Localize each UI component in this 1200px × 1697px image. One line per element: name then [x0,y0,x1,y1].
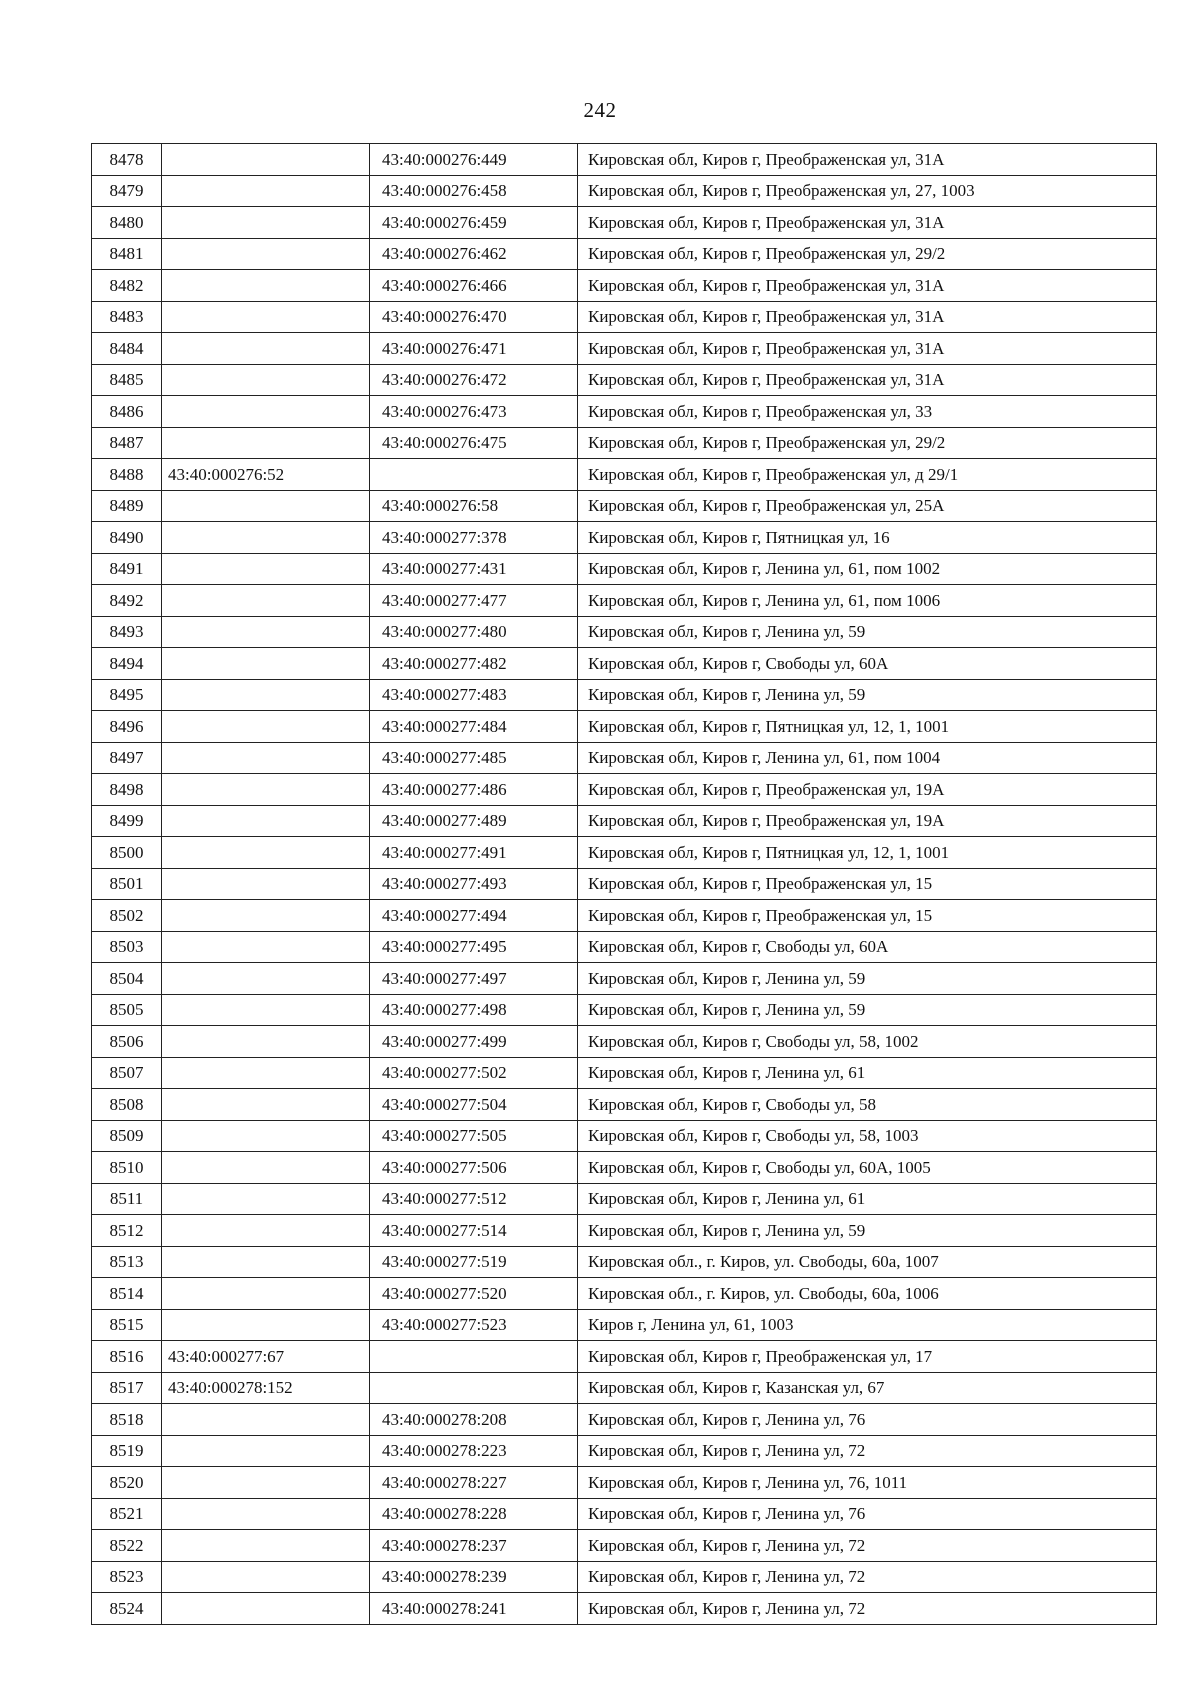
address-cell: Кировская обл, Киров г, Преображенская ул, 29/2 [578,427,1157,459]
row-number-cell: 8491 [92,553,162,585]
parcel-number-cell [162,490,370,522]
parcel-number-cell [162,616,370,648]
parcel-number-cell [162,1593,370,1625]
row-number-cell: 8482 [92,270,162,302]
object-number-cell: 43:40:000278:237 [370,1530,578,1562]
parcel-number-cell [162,1435,370,1467]
parcel-number-cell [162,1278,370,1310]
object-number-cell: 43:40:000277:519 [370,1246,578,1278]
address-cell: Кировская обл, Киров г, Преображенская ул, 17 [578,1341,1157,1373]
table-row [92,1278,1157,1310]
parcel-number-cell [162,994,370,1026]
object-number-cell: 43:40:000277:483 [370,679,578,711]
table-row [92,1498,1157,1530]
object-number-cell: 43:40:000276:470 [370,301,578,333]
address-cell: Кировская обл, Киров г, Преображенская ул, 25А [578,490,1157,522]
address-cell: Кировская обл, Киров г, Ленина ул, 59 [578,963,1157,995]
table-row [92,396,1157,428]
parcel-number-cell [162,711,370,743]
table-row [92,774,1157,806]
parcel-number-cell [162,1498,370,1530]
address-cell: Кировская обл, Киров г, Преображенская ул, 31А [578,270,1157,302]
parcel-number-cell [162,1309,370,1341]
parcel-number-cell [162,364,370,396]
object-number-cell: 43:40:000277:523 [370,1309,578,1341]
object-number-cell: 43:40:000276:472 [370,364,578,396]
object-number-cell: 43:40:000276:58 [370,490,578,522]
address-cell: Кировская обл, Киров г, Свободы ул, 60А [578,931,1157,963]
address-cell: Кировская обл, Киров г, Ленина ул, 76, 1011 [578,1467,1157,1499]
table-row [92,648,1157,680]
row-number-cell: 8485 [92,364,162,396]
parcel-number-cell: 43:40:000276:52 [162,459,370,491]
address-cell: Кировская обл, Киров г, Ленина ул, 61 [578,1057,1157,1089]
address-cell: Кировская обл, Киров г, Преображенская ул, 19А [578,805,1157,837]
parcel-number-cell [162,238,370,270]
table-row [92,1593,1157,1625]
row-number-cell: 8506 [92,1026,162,1058]
row-number-cell: 8494 [92,648,162,680]
object-number-cell: 43:40:000278:241 [370,1593,578,1625]
object-number-cell: 43:40:000278:208 [370,1404,578,1436]
parcel-number-cell [162,805,370,837]
address-cell: Киров г, Ленина ул, 61, 1003 [578,1309,1157,1341]
row-number-cell: 8517 [92,1372,162,1404]
parcel-number-cell [162,207,370,239]
object-number-cell: 43:40:000277:514 [370,1215,578,1247]
parcel-number-cell [162,1089,370,1121]
row-number-cell: 8488 [92,459,162,491]
parcel-number-cell: 43:40:000278:152 [162,1372,370,1404]
object-number-cell: 43:40:000276:458 [370,175,578,207]
address-cell: Кировская обл, Киров г, Ленина ул, 61, пом 1006 [578,585,1157,617]
table-row [92,301,1157,333]
row-number-cell: 8496 [92,711,162,743]
row-number-cell: 8499 [92,805,162,837]
table-row [92,585,1157,617]
row-number-cell: 8519 [92,1435,162,1467]
object-number-cell: 43:40:000277:378 [370,522,578,554]
address-cell: Кировская обл, Киров г, Преображенская ул, 19А [578,774,1157,806]
parcel-number-cell [162,144,370,176]
table-row [92,364,1157,396]
table-row [92,1057,1157,1089]
row-number-cell: 8501 [92,868,162,900]
table-row [92,270,1157,302]
address-cell: Кировская обл, Киров г, Ленина ул, 61, пом 1002 [578,553,1157,585]
table-row [92,742,1157,774]
parcel-number-cell [162,522,370,554]
table-row [92,837,1157,869]
object-number-cell: 43:40:000276:459 [370,207,578,239]
address-cell: Кировская обл, Киров г, Пятницкая ул, 16 [578,522,1157,554]
address-cell: Кировская обл, Киров г, Свободы ул, 58 [578,1089,1157,1121]
parcel-number-cell [162,1467,370,1499]
row-number-cell: 8481 [92,238,162,270]
address-cell: Кировская обл, Киров г, Ленина ул, 59 [578,1215,1157,1247]
parcel-number-cell [162,301,370,333]
parcel-number-cell [162,1215,370,1247]
parcel-number-cell [162,585,370,617]
address-cell: Кировская обл, Киров г, Ленина ул, 72 [578,1593,1157,1625]
table-row [92,1183,1157,1215]
table-row [92,805,1157,837]
table-row [92,207,1157,239]
table-row [92,616,1157,648]
table-row [92,868,1157,900]
table-row [92,1120,1157,1152]
address-cell: Кировская обл, Киров г, Свободы ул, 60А, 1005 [578,1152,1157,1184]
object-number-cell: 43:40:000278:239 [370,1561,578,1593]
object-number-cell: 43:40:000277:491 [370,837,578,869]
address-cell: Кировская обл, Киров г, Пятницкая ул, 12, 1, 1001 [578,837,1157,869]
row-number-cell: 8495 [92,679,162,711]
object-number-cell: 43:40:000277:495 [370,931,578,963]
object-number-cell [370,1341,578,1373]
parcel-number-cell [162,1561,370,1593]
table-row [92,1089,1157,1121]
parcel-number-cell [162,1026,370,1058]
row-number-cell: 8509 [92,1120,162,1152]
parcel-number-cell [162,900,370,932]
object-number-cell: 43:40:000277:489 [370,805,578,837]
table-row [92,1152,1157,1184]
row-number-cell: 8503 [92,931,162,963]
table-row [92,1246,1157,1278]
parcel-number-cell [162,396,370,428]
object-number-cell: 43:40:000277:477 [370,585,578,617]
object-number-cell [370,1372,578,1404]
table-row [92,931,1157,963]
parcel-number-cell [162,1183,370,1215]
parcel-number-cell [162,1404,370,1436]
parcel-number-cell [162,963,370,995]
parcel-number-cell [162,270,370,302]
parcel-number-cell [162,742,370,774]
row-number-cell: 8524 [92,1593,162,1625]
object-number-cell: 43:40:000277:497 [370,963,578,995]
address-cell: Кировская обл, Киров г, Казанская ул, 67 [578,1372,1157,1404]
object-number-cell: 43:40:000276:449 [370,144,578,176]
table-row [92,1026,1157,1058]
row-number-cell: 8518 [92,1404,162,1436]
row-number-cell: 8516 [92,1341,162,1373]
parcel-number-cell [162,553,370,585]
parcel-number-cell [162,837,370,869]
object-number-cell: 43:40:000276:466 [370,270,578,302]
row-number-cell: 8484 [92,333,162,365]
object-number-cell: 43:40:000277:431 [370,553,578,585]
table-row [92,490,1157,522]
object-number-cell: 43:40:000278:228 [370,1498,578,1530]
row-number-cell: 8523 [92,1561,162,1593]
registry-table [91,143,1157,1625]
table-row [92,900,1157,932]
row-number-cell: 8513 [92,1246,162,1278]
table-row [92,333,1157,365]
object-number-cell: 43:40:000277:494 [370,900,578,932]
object-number-cell: 43:40:000276:471 [370,333,578,365]
object-number-cell: 43:40:000277:482 [370,648,578,680]
row-number-cell: 8502 [92,900,162,932]
row-number-cell: 8521 [92,1498,162,1530]
address-cell: Кировская обл, Киров г, Преображенская ул, 33 [578,396,1157,428]
object-number-cell: 43:40:000277:512 [370,1183,578,1215]
object-number-cell: 43:40:000277:504 [370,1089,578,1121]
address-cell: Кировская обл, Киров г, Преображенская ул, 31А [578,144,1157,176]
table-row [92,1435,1157,1467]
object-number-cell: 43:40:000277:493 [370,868,578,900]
row-number-cell: 8514 [92,1278,162,1310]
row-number-cell: 8498 [92,774,162,806]
parcel-number-cell [162,1120,370,1152]
row-number-cell: 8500 [92,837,162,869]
address-cell: Кировская обл, Киров г, Ленина ул, 59 [578,679,1157,711]
address-cell: Кировская обл, Киров г, Преображенская ул, 31А [578,207,1157,239]
object-number-cell [370,459,578,491]
address-cell: Кировская обл, Киров г, Свободы ул, 58, 1002 [578,1026,1157,1058]
address-cell: Кировская обл, Киров г, Ленина ул, 72 [578,1530,1157,1562]
table-row [92,522,1157,554]
page-number: 242 [583,98,617,122]
table-row [92,1561,1157,1593]
table-row [92,994,1157,1026]
address-cell: Кировская обл, Киров г, Преображенская ул, 31А [578,333,1157,365]
row-number-cell: 8486 [92,396,162,428]
address-cell: Кировская обл, Киров г, Свободы ул, 60А [578,648,1157,680]
row-number-cell: 8512 [92,1215,162,1247]
parcel-number-cell [162,333,370,365]
parcel-number-cell [162,648,370,680]
row-number-cell: 8520 [92,1467,162,1499]
object-number-cell: 43:40:000277:480 [370,616,578,648]
parcel-number-cell [162,868,370,900]
table-row [92,238,1157,270]
parcel-number-cell [162,679,370,711]
address-cell: Кировская обл, Киров г, Ленина ул, 61 [578,1183,1157,1215]
parcel-number-cell [162,774,370,806]
parcel-number-cell [162,1246,370,1278]
object-number-cell: 43:40:000278:227 [370,1467,578,1499]
row-number-cell: 8497 [92,742,162,774]
row-number-cell: 8478 [92,144,162,176]
parcel-number-cell: 43:40:000277:67 [162,1341,370,1373]
parcel-number-cell [162,1152,370,1184]
address-cell: Кировская обл, Киров г, Преображенская ул, 31А [578,364,1157,396]
row-number-cell: 8510 [92,1152,162,1184]
row-number-cell: 8508 [92,1089,162,1121]
table-row [92,1372,1157,1404]
address-cell: Кировская обл, Киров г, Ленина ул, 72 [578,1561,1157,1593]
parcel-number-cell [162,1057,370,1089]
row-number-cell: 8490 [92,522,162,554]
address-cell: Кировская обл, Киров г, Ленина ул, 76 [578,1498,1157,1530]
address-cell: Кировская обл, Киров г, Преображенская ул, 29/2 [578,238,1157,270]
address-cell: Кировская обл, Киров г, Преображенская ул, 15 [578,868,1157,900]
table-row [92,963,1157,995]
table-row [92,1309,1157,1341]
table-row [92,1530,1157,1562]
parcel-number-cell [162,427,370,459]
address-cell: Кировская обл, Киров г, Ленина ул, 59 [578,994,1157,1026]
row-number-cell: 8483 [92,301,162,333]
object-number-cell: 43:40:000277:520 [370,1278,578,1310]
table-row [92,1215,1157,1247]
row-number-cell: 8505 [92,994,162,1026]
address-cell: Кировская обл, Киров г, Ленина ул, 61, пом 1004 [578,742,1157,774]
row-number-cell: 8511 [92,1183,162,1215]
registry-table-body [92,144,1157,1625]
address-cell: Кировская обл, Киров г, Пятницкая ул, 12, 1, 1001 [578,711,1157,743]
row-number-cell: 8522 [92,1530,162,1562]
address-cell: Кировская обл., г. Киров, ул. Свободы, 60а, 1006 [578,1278,1157,1310]
address-cell: Кировская обл, Киров г, Преображенская ул, 27, 1003 [578,175,1157,207]
row-number-cell: 8515 [92,1309,162,1341]
object-number-cell: 43:40:000277:498 [370,994,578,1026]
address-cell: Кировская обл., г. Киров, ул. Свободы, 60а, 1007 [578,1246,1157,1278]
parcel-number-cell [162,175,370,207]
object-number-cell: 43:40:000276:475 [370,427,578,459]
object-number-cell: 43:40:000277:505 [370,1120,578,1152]
table-row [92,711,1157,743]
row-number-cell: 8493 [92,616,162,648]
table-row [92,459,1157,491]
table-row [92,679,1157,711]
address-cell: Кировская обл, Киров г, Преображенская ул, д 29/1 [578,459,1157,491]
table-row [92,175,1157,207]
address-cell: Кировская обл, Киров г, Свободы ул, 58, 1003 [578,1120,1157,1152]
table-row [92,427,1157,459]
object-number-cell: 43:40:000277:486 [370,774,578,806]
address-cell: Кировская обл, Киров г, Ленина ул, 76 [578,1404,1157,1436]
row-number-cell: 8504 [92,963,162,995]
address-cell: Кировская обл, Киров г, Преображенская ул, 15 [578,900,1157,932]
address-cell: Кировская обл, Киров г, Ленина ул, 59 [578,616,1157,648]
parcel-number-cell [162,931,370,963]
row-number-cell: 8489 [92,490,162,522]
table-row [92,144,1157,176]
object-number-cell: 43:40:000277:502 [370,1057,578,1089]
parcel-number-cell [162,1530,370,1562]
object-number-cell: 43:40:000277:506 [370,1152,578,1184]
address-cell: Кировская обл, Киров г, Ленина ул, 72 [578,1435,1157,1467]
row-number-cell: 8479 [92,175,162,207]
object-number-cell: 43:40:000277:485 [370,742,578,774]
row-number-cell: 8487 [92,427,162,459]
object-number-cell: 43:40:000277:499 [370,1026,578,1058]
object-number-cell: 43:40:000277:484 [370,711,578,743]
table-row [92,1341,1157,1373]
address-cell: Кировская обл, Киров г, Преображенская ул, 31А [578,301,1157,333]
table-row [92,553,1157,585]
table-row [92,1404,1157,1436]
object-number-cell: 43:40:000276:462 [370,238,578,270]
row-number-cell: 8480 [92,207,162,239]
row-number-cell: 8507 [92,1057,162,1089]
object-number-cell: 43:40:000276:473 [370,396,578,428]
object-number-cell: 43:40:000278:223 [370,1435,578,1467]
table-row [92,1467,1157,1499]
row-number-cell: 8492 [92,585,162,617]
